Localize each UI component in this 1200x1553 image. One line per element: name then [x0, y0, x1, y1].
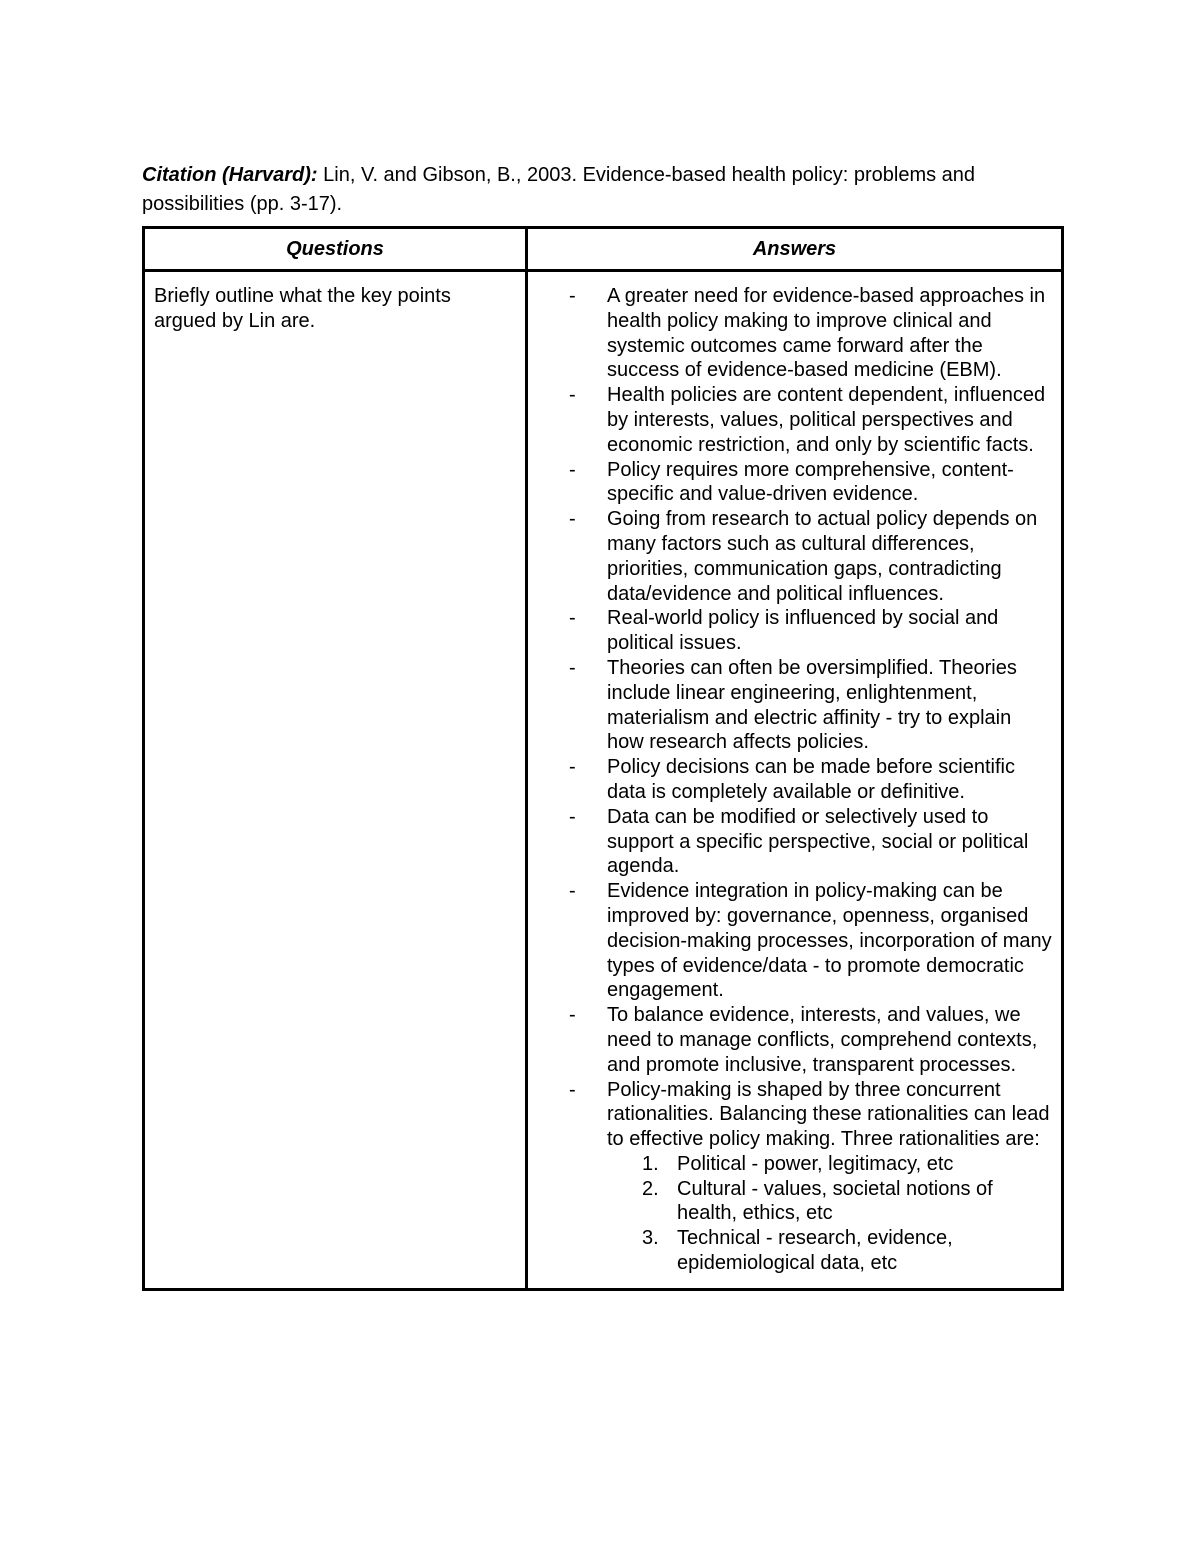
qa-table [142, 226, 1064, 1291]
table-header-row [144, 228, 1063, 271]
bullet-marker: - [569, 508, 576, 531]
answer-text: Real-world policy is influenced by social and political issues. [607, 607, 999, 655]
list-item [528, 383, 1053, 457]
answers-header: Answers [527, 228, 1063, 271]
bullet-marker: - [569, 805, 576, 828]
citation-label: Citation (Harvard): [142, 164, 318, 186]
rationalities-list [607, 1152, 1053, 1276]
citation-text: Lin, V. and Gibson, B., 2003. Evidence-based health policy: problems and possibilities (pp. 3-17). [142, 164, 976, 215]
bullet-marker: - [569, 880, 576, 903]
item-number: 3. [642, 1227, 659, 1250]
table-row [144, 271, 1063, 1290]
list-item [528, 755, 1053, 805]
answer-text: Policy-making is shaped by three concurrent rationalities. Balancing these rationalities can lead to effective policy making. Three rationalities are: [607, 1078, 1050, 1151]
answer-text: Policy decisions can be made before scientific data is completely available or definitive. [607, 756, 1015, 803]
list-item [528, 656, 1053, 755]
list-item [528, 458, 1053, 508]
list-item [528, 284, 1053, 383]
question-cell: Briefly outline what the key points argued by Lin are. [144, 271, 527, 1290]
answer-text: Going from research to actual policy depends on many factors such as cultural differences, priorities, communication gaps, contradicting data/evidence and political influences. [607, 508, 1038, 605]
answer-text: Theories can often be oversimplified. Theories include linear engineering, enlightenment, materialism and electric affinity - try to explain how research affects policies. [607, 656, 1017, 754]
bullet-marker: - [569, 384, 576, 407]
bullet-marker: - [569, 607, 576, 630]
bullet-marker: - [569, 1078, 576, 1101]
answer-text: Health policies are content dependent, influenced by interests, values, political perspectives and economic restriction, and only by scientific facts. [607, 384, 1046, 456]
list-item [528, 805, 1053, 879]
item-number: 1. [642, 1152, 659, 1175]
answer-text: Evidence integration in policy-making can be improved by: governance, openness, organised decision-making processes, incorporation of many types of evidence/data - to promote democratic engagement. [607, 880, 1052, 1002]
rationality-item [607, 1177, 1053, 1227]
list-item [528, 1078, 1053, 1276]
list-item [528, 1003, 1053, 1077]
bullet-marker: - [569, 656, 576, 679]
citation [142, 161, 1062, 219]
list-item [528, 879, 1053, 1003]
answer-text: To balance evidence, interests, and values, we need to manage conflicts, comprehend contexts, and promote inclusive, transparent processes. [607, 1004, 1038, 1076]
list-item [528, 507, 1053, 606]
rationality-item [607, 1226, 1053, 1276]
bullet-marker: - [569, 458, 576, 481]
list-item [528, 606, 1053, 656]
rationality-text: Cultural - values, societal notions of health, ethics, etc [677, 1177, 993, 1225]
rationality-text: Technical - research, evidence, epidemiological data, etc [677, 1227, 953, 1275]
answer-text: Data can be modified or selectively used to support a specific perspective, social or political agenda. [607, 805, 1029, 878]
bullet-marker: - [569, 285, 576, 307]
questions-header: Questions [144, 228, 527, 271]
answer-text: Policy requires more comprehensive, content-specific and value-driven evidence. [607, 458, 1014, 506]
answer-cell [527, 271, 1063, 1290]
bullet-marker: - [569, 756, 576, 779]
bullet-marker: - [569, 1004, 576, 1027]
answer-list [528, 284, 1053, 1276]
item-number: 2. [642, 1177, 659, 1200]
rationality-item [607, 1152, 1053, 1177]
answer-text: A greater need for evidence-based approaches in health policy making to improve clinical and systemic outcomes came forward after the success of evidence-based medicine (EBM). [607, 285, 1046, 382]
rationality-text: Political - power, legitimacy, etc [677, 1152, 954, 1175]
